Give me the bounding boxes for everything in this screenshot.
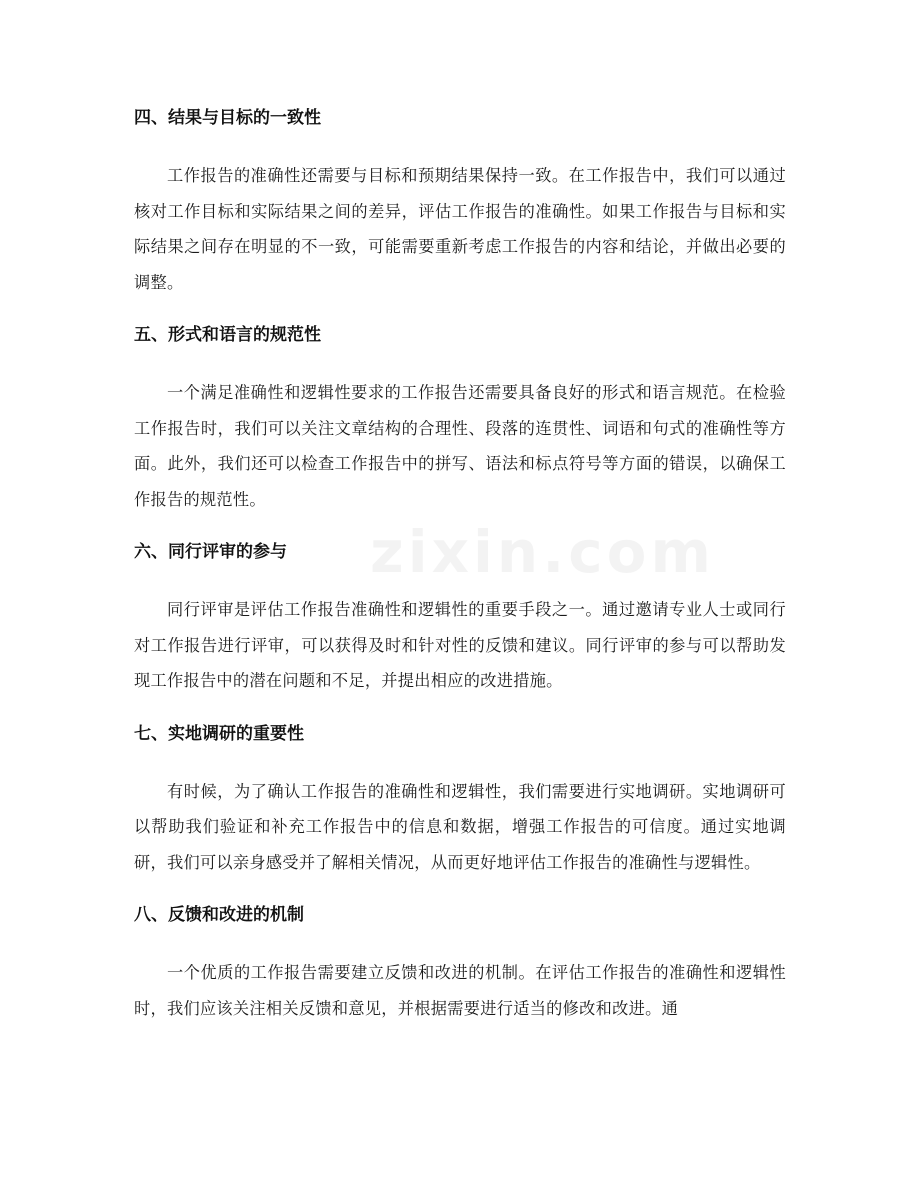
section-6	[134, 537, 786, 699]
section-5	[134, 320, 786, 517]
section-paragraph: 一个优质的工作报告需要建立反馈和改进的机制。在评估工作报告的准确性和逻辑性时，我们应该关注相关反馈和意见，并根据需要进行适当的修改和改进。通	[134, 963, 786, 1018]
section-paragraph: 一个满足准确性和逻辑性要求的工作报告还需要具备良好的形式和语言规范。在检验工作报告时，我们可以关注文章结构的合理性、段落的连贯性、词语和句式的准确性等方面。此外，我们还可以检查工作报告中的拼写、语法和标点符号等方面的错误，以确保工作报告的规范性。	[134, 383, 786, 509]
section-heading: 六、同行评审的参与	[134, 542, 287, 562]
section-heading: 四、结果与目标的一致性	[134, 108, 321, 128]
section-heading: 五、形式和语言的规范性	[134, 325, 321, 345]
section-8	[134, 900, 786, 1026]
section-4	[134, 103, 786, 300]
document-content	[134, 103, 786, 1046]
section-heading: 八、反馈和改进的机制	[134, 905, 304, 925]
section-heading: 七、实地调研的重要性	[134, 723, 304, 744]
section-paragraph: 工作报告的准确性还需要与目标和预期结果保持一致。在工作报告中，我们可以通过核对工作目标和实际结果之间的差异，评估工作报告的准确性。如果工作报告与目标和实际结果之间存在明显的不一致，可能需要重新考虑工作报告的内容和结论，并做出必要的调整。	[134, 166, 786, 292]
section-paragraph: 同行评审是评估工作报告准确性和逻辑性的重要手段之一。通过邀请专业人士或同行对工作报告进行评审，可以获得及时和针对性的反馈和建议。同行评审的参与可以帮助发现工作报告中的潜在问题和不足，并提出相应的改进措施。	[134, 600, 786, 690]
section-7	[134, 719, 786, 881]
section-paragraph: 有时候，为了确认工作报告的准确性和逻辑性，我们需要进行实地调研。实地调研可以帮助我们验证和补充工作报告中的信息和数据，增强工作报告的可信度。通过实地调研，我们可以亲身感受并了解相关情况，从而更好地评估工作报告的准确性与逻辑性。	[134, 781, 786, 872]
